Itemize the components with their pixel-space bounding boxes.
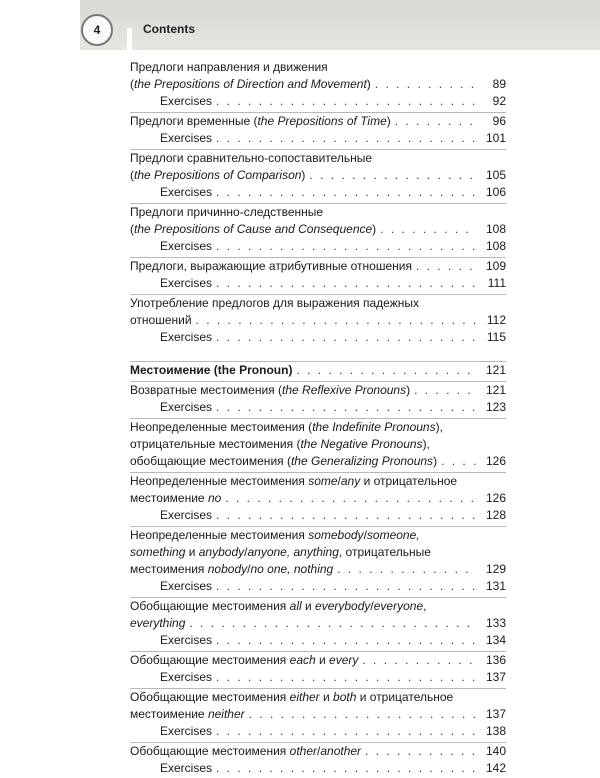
entry-title: местоимения nobody/no one, nothing xyxy=(130,562,334,576)
page-number: 92 xyxy=(492,94,506,108)
dot-leader xyxy=(365,743,476,760)
page-number: 108 xyxy=(485,222,506,236)
page-number: 121 xyxy=(485,383,506,397)
table-of-contents xyxy=(130,59,506,778)
exercises-label: Exercises xyxy=(160,508,213,522)
dot-leader xyxy=(375,76,476,93)
page-number: 126 xyxy=(485,491,506,505)
dot-leader xyxy=(216,329,476,346)
entry-title: Неопределенные местоимения some/any и отрицательное xyxy=(130,474,458,488)
entry-title: Местоимение (the Pronoun) xyxy=(130,363,293,377)
exercises-line xyxy=(130,275,506,292)
page-number: 136 xyxy=(485,653,506,667)
exercises-line xyxy=(130,238,506,255)
exercises-line xyxy=(130,130,506,147)
exercises-line xyxy=(130,578,506,595)
entry-title: местоимение neither xyxy=(130,707,245,721)
entry-title: Предлоги сравнительно-сопоставительные xyxy=(130,151,373,165)
entry-title: Неопределенные местоимения somebody/someone, xyxy=(130,528,420,542)
dot-leader xyxy=(216,238,476,255)
page-number: 134 xyxy=(485,633,506,647)
dot-leader xyxy=(216,507,476,524)
exercises-label: Exercises xyxy=(160,400,213,414)
page-number: 112 xyxy=(486,313,506,327)
entry-title: something и anybody/anyone, anything, отрицательные xyxy=(130,545,431,559)
page-number: 137 xyxy=(485,670,506,684)
toc-line xyxy=(130,362,506,379)
page-number: 101 xyxy=(485,131,506,145)
exercises-label: Exercises xyxy=(160,185,213,199)
page-number: 123 xyxy=(485,400,506,414)
toc-line xyxy=(130,544,506,561)
page-title: Contents xyxy=(143,22,195,36)
page-number: 109 xyxy=(485,259,506,273)
page-number: 128 xyxy=(485,508,506,522)
page-number: 131 xyxy=(485,579,506,593)
toc-line xyxy=(130,76,506,93)
dot-leader xyxy=(309,167,476,184)
exercises-line xyxy=(130,669,506,686)
toc-entry xyxy=(130,742,506,778)
toc-line xyxy=(130,436,506,453)
toc-line xyxy=(130,706,506,723)
entry-title: Обобщающие местоимения all и everybody/everyone, xyxy=(130,599,427,613)
dot-leader xyxy=(216,184,476,201)
dot-leader xyxy=(249,706,476,723)
entry-title: отрицательные местоимения (the Negative Pronouns), xyxy=(130,437,430,451)
toc-line xyxy=(130,615,506,632)
section-heading xyxy=(130,361,506,380)
entry-title: Употребление предлогов для выражения падежных xyxy=(130,296,419,310)
page-number-badge: 4 xyxy=(81,14,113,46)
dot-leader xyxy=(216,578,476,595)
page-number: 121 xyxy=(485,363,506,377)
dot-leader xyxy=(216,130,476,147)
page-number: 140 xyxy=(485,744,506,758)
dot-leader xyxy=(216,723,476,740)
dot-leader xyxy=(216,275,476,292)
dot-leader xyxy=(196,312,476,329)
dot-leader xyxy=(395,113,476,130)
dot-leader xyxy=(216,669,476,686)
toc-line xyxy=(130,59,506,76)
page-number: 137 xyxy=(485,707,506,721)
entry-title: (the Prepositions of Direction and Movement) xyxy=(130,77,371,91)
exercises-label: Exercises xyxy=(160,330,213,344)
dot-leader xyxy=(225,490,476,507)
page-number: 142 xyxy=(485,761,506,775)
dot-leader xyxy=(189,615,476,632)
toc-line xyxy=(130,312,506,329)
header-divider xyxy=(127,28,132,50)
entry-title: Неопределенные местоимения (the Indefinite Pronouns), xyxy=(130,420,443,434)
dot-leader xyxy=(296,362,476,379)
entry-title: Предлоги, выражающие атрибутивные отношения xyxy=(130,259,412,273)
toc-entry xyxy=(130,257,506,293)
toc-line xyxy=(130,258,506,275)
toc-line xyxy=(130,490,506,507)
toc-entry xyxy=(130,688,506,741)
page-number: 96 xyxy=(492,114,506,128)
toc-entry xyxy=(130,526,506,596)
exercises-label: Exercises xyxy=(160,761,213,775)
entry-title: Обобщающие местоимения other/another xyxy=(130,744,362,758)
toc-line xyxy=(130,689,506,706)
dot-leader xyxy=(216,632,476,649)
toc-entry xyxy=(130,472,506,525)
exercises-label: Exercises xyxy=(160,94,213,108)
toc-line xyxy=(130,295,506,312)
toc-entry xyxy=(130,294,506,347)
exercises-label: Exercises xyxy=(160,670,213,684)
toc-line xyxy=(130,382,506,399)
toc-line xyxy=(130,652,506,669)
entry-title: местоимение no xyxy=(130,491,222,505)
entry-title: (the Prepositions of Cause and Consequence) xyxy=(130,222,377,236)
exercises-label: Exercises xyxy=(160,579,213,593)
entry-title: Предлоги временные (the Prepositions of Time) xyxy=(130,114,391,128)
entry-title: everything xyxy=(130,616,186,630)
toc-line xyxy=(130,167,506,184)
exercises-line xyxy=(130,723,506,740)
exercises-label: Exercises xyxy=(160,633,213,647)
dot-leader xyxy=(380,221,476,238)
dot-leader xyxy=(337,561,476,578)
toc-entry xyxy=(130,59,506,111)
page-number: 105 xyxy=(485,168,506,182)
exercises-label: Exercises xyxy=(160,239,213,253)
toc-entry xyxy=(130,112,506,148)
exercises-label: Exercises xyxy=(160,276,213,290)
entry-title: Предлоги направления и движения xyxy=(130,60,328,74)
exercises-line xyxy=(130,93,506,110)
exercises-line xyxy=(130,399,506,416)
page-number: 111 xyxy=(487,276,506,290)
toc-line xyxy=(130,561,506,578)
toc-entry xyxy=(130,651,506,687)
toc-line xyxy=(130,221,506,238)
dot-leader xyxy=(441,453,476,470)
exercises-line xyxy=(130,632,506,649)
entry-title: Предлоги причинно-следственные xyxy=(130,205,324,219)
page-number: 108 xyxy=(485,239,506,253)
toc-line xyxy=(130,204,506,221)
dot-leader xyxy=(216,760,476,777)
exercises-line xyxy=(130,329,506,346)
entry-title: отношений xyxy=(130,313,192,327)
page-number: 115 xyxy=(486,330,506,344)
dot-leader xyxy=(362,652,476,669)
toc-entry xyxy=(130,597,506,650)
exercises-label: Exercises xyxy=(160,131,213,145)
toc-line xyxy=(130,150,506,167)
exercises-line xyxy=(130,184,506,201)
entry-title: Обобщающие местоимения each и every xyxy=(130,653,359,667)
entry-title: Обобщающие местоимения either и both и отрицательное xyxy=(130,690,454,704)
entry-title: обобщающие местоимения (the Generalizing Pronouns) xyxy=(130,454,438,468)
toc-line xyxy=(130,419,506,436)
entry-title: Возвратные местоимения (the Reflexive Pronouns) xyxy=(130,383,411,397)
toc-entry xyxy=(130,203,506,256)
exercises-label: Exercises xyxy=(160,724,213,738)
dot-leader xyxy=(414,382,476,399)
dot-leader xyxy=(416,258,476,275)
toc-line xyxy=(130,113,506,130)
toc-entry xyxy=(130,381,506,417)
page-number: 133 xyxy=(485,616,506,630)
dot-leader xyxy=(216,399,476,416)
page-number: 126 xyxy=(485,454,506,468)
section-gap xyxy=(130,347,506,360)
toc-entry xyxy=(130,418,506,471)
toc-line xyxy=(130,598,506,615)
toc-line xyxy=(130,743,506,760)
dot-leader xyxy=(216,93,476,110)
exercises-line xyxy=(130,507,506,524)
entry-title: (the Prepositions of Comparison) xyxy=(130,168,306,182)
toc-line xyxy=(130,453,506,470)
page-number: 106 xyxy=(485,185,506,199)
page-number: 138 xyxy=(485,724,506,738)
toc-line xyxy=(130,527,506,544)
toc-line xyxy=(130,473,506,490)
page-number: 89 xyxy=(492,77,506,91)
toc-entry xyxy=(130,149,506,202)
exercises-line xyxy=(130,760,506,777)
page-number: 129 xyxy=(485,562,506,576)
